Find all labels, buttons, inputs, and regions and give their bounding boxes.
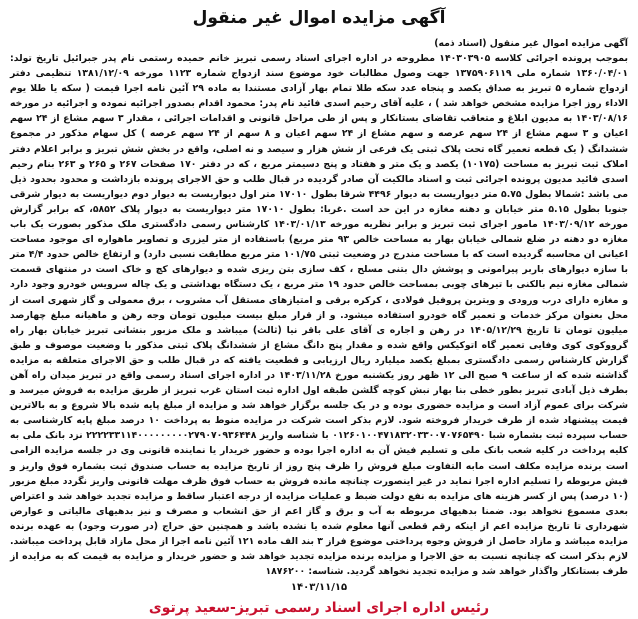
notice-title: آگهی مزایده اموال غیر منقول [192, 8, 446, 28]
notice-signature: رئیس اداره اجرای اسناد رسمی تبریز-سعید پرتوی [148, 600, 490, 617]
notice-subtitle: آگهی مزایده اموال غیر منقول (اسناد ذمه) [434, 38, 628, 49]
notice-date: ۱۴۰۳/۱۱/۱۵ [290, 582, 348, 594]
notice-body: بموجب پرونده اجرائی کلاسه ۱۴۰۳۰۳۹۰۵ مطروحه در اداره اجرای اسناد رسمی تبریز خانم حمیده رستمی نام پدر جبرائیل تاریخ تولد: ۱۳۶۰/۰۴/۰۱ شماره ملی ۱۳۷۵۹۰۶۱۱۹ جهت وصول مطالبات خود موضوع سند ازدواج شماره ۱۱۲۳ مورخه ۱۳۸۱/۱۲/۰۹ تنظیمی دفتر ازدواج شماره ۵ تبریز به صداق یکصد و پنجاه عدد سکه طلا تمام بهار آزادی مستندا به ماده ۲۹ آئین نامه اجرا قیمت ( سکه یا طلا یوم الاداء روز اجرا مزایده مشخص خواهد شد ) ، علیه آقای رحیم اسدی فائید نام پدر: محمود اقدام بصدور اجرائیه نموده و اجرائیه در مورخه ۱۴۰۳/۰۸/۱۶ به مدیون ابلاغ و متعاقب تقاضای بستانکار و پس از طی مراحل قانونی و اقدامات اجرائی ، مقدار ۳ سهم مشاع از ۲۴ سهم اعیان و ۳ سهم مشاع از ۲۴ سهم عرصه و سهم مشاع از ۲۴ سهم اعیان و ۸ سهم از ۲۴ سهم عرصه ) کل سهام مذکور در مجموع ششدانگ ( یک قطعه تعمیر گاه تحت پلاک ثبتی یک فرعی از شش هزار و سیصد و نه اصلی، واقع در بخش شش تبریز و برابر اعلام دفتر املاک ثبت تبریز به مساحت (۱۰۱۷۵) یکصد و یک متر و هفتاد و پنج دسیمتر مربع ، که در دفتر ۱۷۰ صفحات ۲۶۷ و ۲۶۵ و ۲۶۳ بنام رحیم اسدی فائید مدیون پرونده اجرائی ثبت و اسناد مالکیت آن صادر گردیده در قبال طلب و حق الاجرای پرونده بازداشت و محدود بحدود ذیل می باشد :شمالا بطول ۵.۷۵ متر دیواریست به دیوار ۴۴۹۶ شرقا بطول ۱۷۰۱۰ متر اول دیواریست به دیوار دوم دیواریست به دیوار شرقی جنوبا بطول ۵.۱۵ متر خیابان و دهنه مغازه در این حد است .غربا: بطول ۱۷۰۱۰ متر دیواریست به دیوار پلاک ۵۸۵۲، که برابر گزارش مورخه ۱۴۰۳/۰۹/۱۲ مامور اجرای ثبت تبریز و برابر نظریه مورخه ۱۴۰۳/۰۱/۱۳ کارشناس رسمی دادگستری ملک مذکور بصورت یک باب مغازه دو دهنه در ضلع شمالی خیابان بهار به مساحت خالص ۹۳ متر مربع) باستفاده از متر لیزری و تصاویر ماهواره ای موجود مساحت اعیانی ان محاسبه گردیده است که با مساحت مندرج در وضعیت ثبتی ۱۰۱/۷۵ متر مربع مطابقت نسبی دارد) و ارتفاع خالص حدود ۴/۴ متر با سازه دیوارهای باربر پیرامونی و پوشش دال بتنی مسلح ، کف سازی بتن ریزی شده و دیوارهای کچ و خاک است در منتهای قسمت شمالی مغازه نیم بالکنی با تیرهای چوبی بمساحت خالص حدود ۱۹ متر مربع ، یک دستگاه بهداشتی و یک چاله سرویس خودرو وجود دارد و مغازه دارای درب ورودی و ویترین پروفیل فولادی ، کرکره برقی و امتیازهای مستقل آب مشروب ، برق معمولی و گاز شهری است از محل بعنوان مرکز خدمات و تعمیر گاه خودرو استفاده میشود. و از قرار مبلغ بیست میلیون تومان وجه رهن و ماهیانه مبلغ چهارصد میلیون تومان تا تاریخ ۱۴۰۵/۱۲/۲۹ در رهن و اجاره ی آقای علی باقر نیا (ثالث) میباشد و ملک مزبور بنشانی تبریز خیابان بهار راه گرووکوی کوی وفایی تعمیر گاه اتوکیکس واقع شده و مقدار پنج دانگ مشاع از ششدانگ پلاک ثبتی مذکور با وضعیت موصوف و طبق گزارش کارشناس رسمی دادگستری بمبلغ یکصد میلیارد ریال ارزیابی و قطعیت یافته که در قبال طلب و حق الاجرای متعلقه به مزایده گذاشته شده که از ساعت ۹ صبح الی ۱۲ ظهر روز یکشنبه مورخ ۱۴۰۳/۱۱/۲۸ در اداره اجرای اسناد رسمی واقع در تبریز میدان راه آهن بطرف ذیل آبادی تبریز بطور خطی بنا بهار نبش کوچه گلشن طبقه اول اداره ثبت استان غرب تبریز از طریق مزایده به فروش میرسد و شرکت برای عموم آزاد است و مزایده حضوری بوده و در یک جلسه برگزار خواهد شد و مزایده از مبلغ پایه شده بالا شروع و به بالاترین قیمت پیشنهاد شده از طرف خریدار فروخته شود. لازم بذکر است شرکت در مزایده منوط به پرداخت ۱۰ درصد مبلغ پایه کارشناسی به حساب سپرده ثبت بشماره شبا ۰۱۲۶۰۱۰۰۴۷۱۸۳۲۰۳۳۰۰۷۰۷۶۵۴۹۰ با شناسه واریز ۲۲۲۲۳۳۱۱۴۰۰۰۰۰۰۰۰۰۲۷۹۰۷۰۹۳۶۴۴۸ نزد بانک ملی به کلیه پرداخت در کلیه شعب بانک ملی و تسلیم فیش آن به اداره اجرا بوده و حضور خریدار یا نماینده قانونی وی در جلسه مزایده الزامی است برنده مزایده مکلف است مابه التفاوت مبلغ فروش را ظرف پنج روز از تاریخ مزایده به حساب صندوق ثبت بشماره فوق واریز و فیش مربوطه را تسلیم اداره اجرا نماید در غیر اینصورت چنانچه مانده فروش به حساب فوق ظرف مهلت قانونی واریز نگردد مبلغ مزبور (۱۰ درصد) پس از کسر هزینه های مزایده به نفع دولت ضبط و عملیات مزایده از درجه اعتبار ساقط و مزایده تجدید خواهد شد و اعتراض بعدی مسموع نخواهد بود. ضمنا بدهیهای مربوطه به آب و برق و گاز اعم از حق انشعاب و مصرف و نیز بدهیهای مالیاتی و عوارض شهرداری تا تاریخ مزایده اعم از اینکه رقم قطعی آنها معلوم شده یا نشده باشد و همچنین حق حراج (در صورت وجود) به عهده برنده مزایده میباشد و مازاد حاصل از فروش وجوه پرداختی موضوع فراز ۳ بند الف ماده ۱۲۱ آئین نامه اجرا از محل مازاد قابل پرداخت میباشد. لازم بذکر است که چنانچه نسبت به حق الاجرا و مزایده برنده مزایده تجدید خواهد شد و حضور خریدار و مزایده به قیمت که به مزایده از طرف بستانکار واگذار خواهد شد و مزایده تجدید نخواهد گردید. شناسه: ۱۸۷۶۲۰۰ [10, 53, 629, 578]
